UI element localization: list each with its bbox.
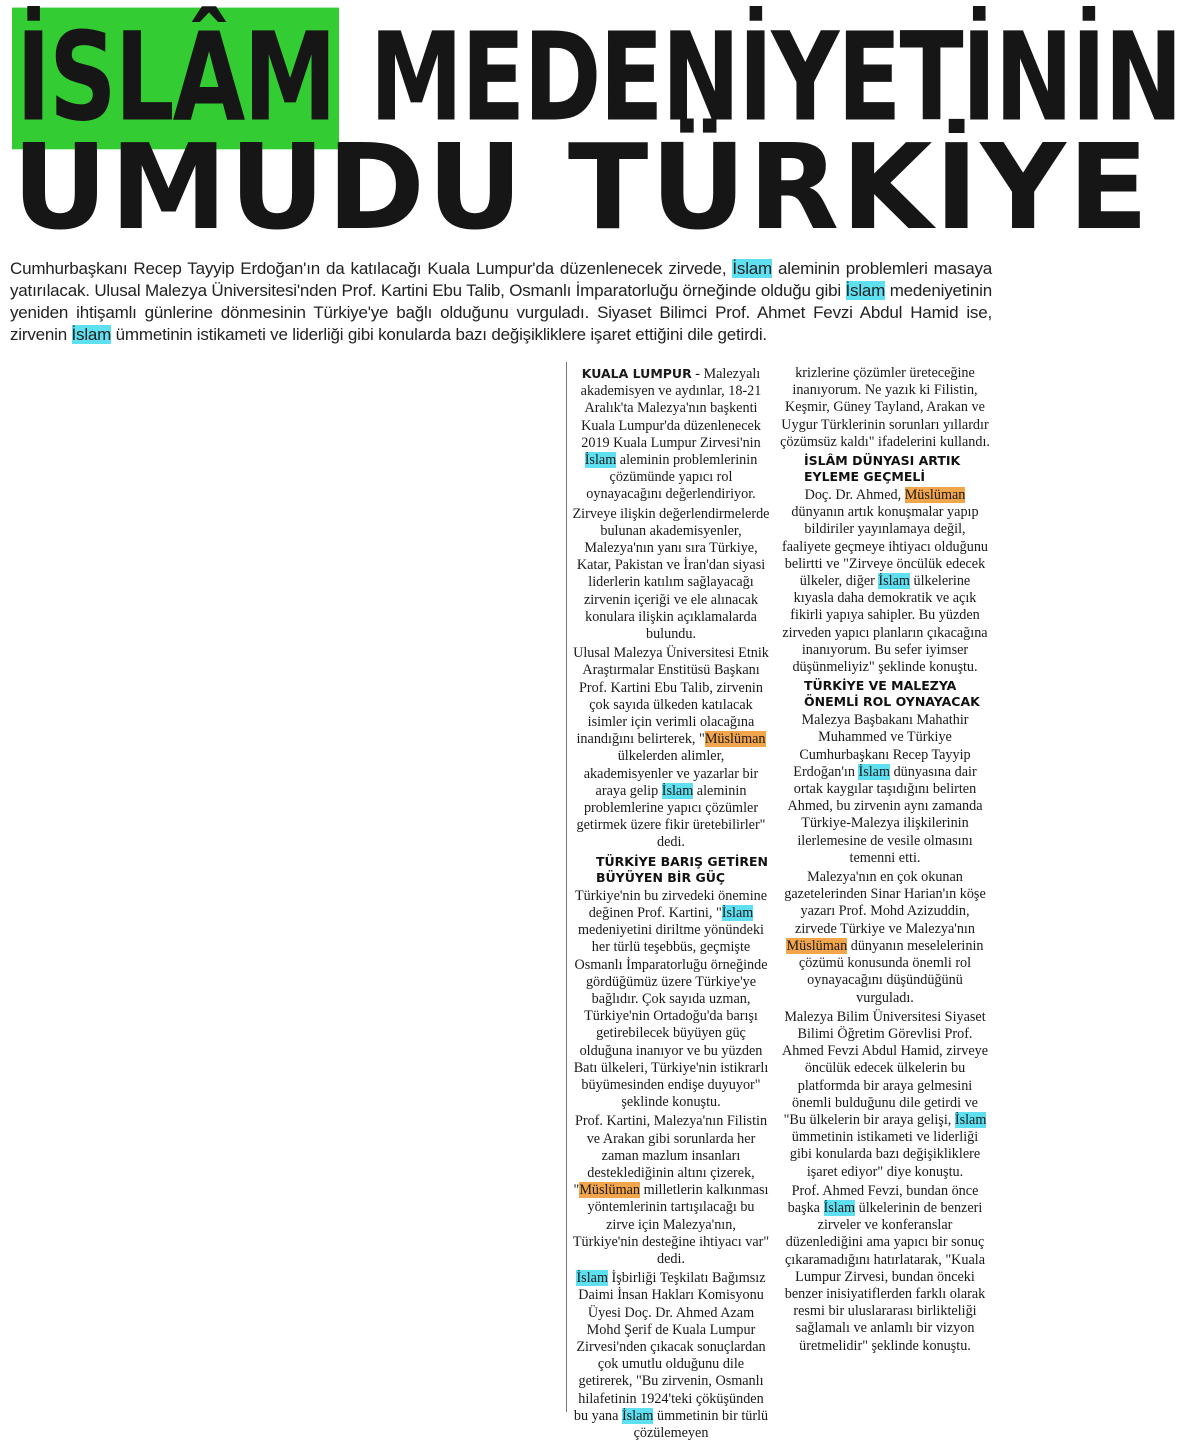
keyword-highlight-islam: İslam [576,1270,608,1287]
keyword-highlight-musluman: Müslüman [579,1182,641,1199]
text-run: Malezya'nın en çok okunan gazetelerinden Sinar Harian'ın köşe yazarı Prof. Mohd Azizuddin, zirvede Türkiye ve Malezya'nın [784,869,986,937]
subheading: TÜRKİYE VE MALEZYA ÖNEMLİ ROL OYNAYACAK [804,678,980,710]
text-run: Türkiye'nin bu zirvedeki önemine değinen Prof. Kartini, " [574,887,768,921]
keyword-highlight-musluman: Müslüman [704,731,766,748]
article-paragraph [780,365,990,451]
article-paragraph [572,365,770,504]
article-paragraph [780,487,990,676]
text-run: aleminin problemlerinin çözümünde yapıcı rol oynayacağını değerlendiriyor. [586,452,758,503]
keyword-highlight-islam: İslam [661,782,694,799]
text-run: Prof. Ahmed Fevzi, bundan önce başka [787,1182,979,1216]
text-run: Doç. Dr. Ahmed, [804,487,905,504]
text-run: Malezya Başbakanı Mahathir Muhammed ve Türkiye Cumhurbaşkanı Recep Tayyip Erdoğan'ın [793,712,971,780]
text-run: ümmetinin bir türlü çözülemeyen [633,1407,769,1441]
text-run: ülkelerden alimler, akademisyenler ve yazarlar bir araya gelip [583,748,759,799]
headline-line-2: UMUDU TÜRKİYE [12,118,1151,256]
text-run: milletlerin kalkınması yöntemlerinin tartışılacağı bu zirve için Malezya'nın, Türkiye'nin desteğine ihtiyacı var" dedi. [572,1182,770,1267]
keyword-highlight-islam: İslam [621,1407,654,1424]
article-paragraph [780,1183,990,1355]
article-paragraph [780,1009,990,1181]
article-column-1 [572,365,770,1444]
dateline: KUALA LUMPUR [581,366,692,381]
text-run: ümmetinin istikameti ve liderliği gibi konularda bazı değişikliklere işaret ettiğini dile getirdi. [111,325,767,344]
text-run: Ulusal Malezya Üniversitesi Etnik Araştırmalar Enstitüsü Başkanı Prof. Kartini Ebu Talib, zirvenin çok sayıda ülkeden katılacak isimler için verimli olacağına inandığını belirterek, " [573,645,769,748]
article-paragraph [572,1113,770,1268]
text-run: ümmetinin istikameti ve liderliği gibi konularda bazı değişikliklere işaret ediyor" diye konuştu. [789,1129,981,1180]
article-column-2 [780,365,990,1357]
text-run: medeniyetini diriltme yönündeki her türlü teşebbüs, geçmişte Osmanlı İmparatorluğu örneğinde gördüğümüz üzere Türkiye'ye bağlıdır. Çok sayıda uzman, Türkiye'nin Ortadoğu'da barışı getirebilecek büyüyen güç olduğuna inanıyor ve bu yüzden Batı ülkeleri, Türkiye'nin istikrarlı büyümesinden endişe duyuyor" şeklinde konuştu. [573,922,769,1111]
headline-line-1-rest: MEDENİYETİNİN [338,7,1181,150]
text-run: - Malezyalı akademisyen ve aydınlar, 18-21 Aralık'ta Malezya'nın başkenti Kuala Lumpur'da düzenlenecek 2019 Kuala Lumpur Zirvesi'nin [580,366,762,451]
keyword-highlight-islam: İslam [721,904,754,921]
keyword-highlight-islam: İslam [858,763,891,780]
article-paragraph [572,645,770,851]
text-run: dünyasına dair ortak kaygılar taşıdığını belirten Ahmed, bu zirvenin aynı zamanda Türkiye-Malezya ilişkilerinin ilerlemesine de vesile olmasını temenni etti. [787,763,983,866]
text-run: Cumhurbaşkanı Recep Tayyip Erdoğan'ın da katılacağı Kuala Lumpur'da düzenlenecek zirvede, [10,259,733,278]
text-run: krizlerine çözümler üreteceğine inanıyorum. Ne yazık ki Filistin, Keşmir, Güney Tayland, Arakan ve Uygur Türklerinin sorunları yıllardır çözümsüz kaldı" ifadelerini kullandı. [780,365,990,450]
text-run: İşbirliği Teşkilatı Bağımsız Daimi İnsan Hakları Komisyonu Üyesi Doç. Dr. Ahmed Azam Mohd Şerif de Kuala Lumpur Zirvesi'nden çıkacak sonuçlardan çok umutlu olduğunu dile getirerek, "Bu zirvenin, Osmanlı hilafetinin 1924'teki çöküşünden bu yana [573,1270,766,1424]
article-paragraph [572,506,770,644]
article-paragraph [780,869,990,1007]
subheading: İSLÂM DÜNYASI ARTIK EYLEME GEÇMELİ [804,453,961,485]
keyword-highlight-islam: İslam [823,1199,856,1216]
text-run: ülkelerinin de benzeri zirveler ve konferanslar düzenlediğini ama yapıcı bir sonuç çıkaramadığını hatırlatarak, "Kuala Lumpur Zirvesi, bundan önceki benzer inisiyatiflerden farklı olarak resmi bir uluslararası birlikteliği sağlamalı ve anlamlı bir vizyon üretmelidir" şeklinde konuştu. [784,1199,986,1354]
keyword-highlight-islam: İslam [845,281,886,300]
text-run: ülkelerine kıyasla daha demokratik ve açık fikirli yapıya sahipler. Bu yüzden zirveden yapıcı planların çıkacağına inanıyorum. Bu sefer iyimser düşünmeliyiz" şeklinde konuştu. [782,573,988,676]
article-paragraph [572,888,770,1112]
article-paragraph [572,1270,770,1442]
keyword-highlight-islam: İslam [71,325,112,344]
keyword-highlight-islam: İslam [584,452,617,469]
text-run: medeniyetinin yeniden ihtişamlı günlerine dönmesinin Türkiye'ye bağlı olduğunu vurguladı. Siyaset Bilimci Prof. Ahmet Fevzi Abdul Hamid ise, zirvenin [10,281,992,344]
text-run: aleminin problemlerine yapıcı çözümler getirmek üzere fikir üretebilirler" dedi. [576,782,766,851]
text-run: dünyanın artık konuşmalar yapıp bildiriler yayınlamaya değil, faaliyete geçmeye ihtiyacı olduğunu belirtti ve "Zirveye öncülük edecek ülkeler, diğer [781,504,989,590]
lead-paragraph [10,258,992,346]
text-run: Prof. Kartini, Malezya'nın Filistin ve Arakan gibi sorunlarda her zaman mazlum insanları desteklediğinin altını çizerek, " [573,1113,768,1199]
column-divider [566,362,567,1412]
article-paragraph [780,712,990,867]
text-run: Malezya Bilim Üniversitesi Siyaset Bilimi Öğretim Görevlisi Prof. Ahmed Fevzi Abdul Hamid, zirveye öncülük edecek ülkelerin bu platformda bir araya gelmesini önemli bulduğunu dile getirdi ve "Bu ülkelerin bir araya gelişi, [781,1008,989,1128]
keyword-highlight-musluman: Müslüman [904,487,966,504]
keyword-highlight-musluman: Müslüman [786,937,848,954]
keyword-highlight-islam: İslam [732,259,772,278]
text-run: Zirveye ilişkin değerlendirmelerde bulunan akademisyenler, Malezya'nın yanı sıra Türkiye, Katar, Pakistan ve İran'dan siyasi liderlerin katılım sağlayacağı zirvenin içeriği ve ele alınacak konulara ilişkin açıklamalarda bulundu. [572,505,770,643]
headline-highlight: İSLÂM [12,8,339,150]
text-run: aleminin problemleri masaya yatırılacak. Ulusal Malezya Üniversitesi'nden Prof. Kartini Ebu Talib, Osmanlı İmparatorluğu örneğinde olduğu gibi [10,259,992,300]
text-run: dünyanın meselelerinin çözümü konusunda önemli rol oynayacağını düşündüğünü vurguladı. [798,937,984,1006]
keyword-highlight-islam: İslam [954,1111,987,1128]
keyword-highlight-islam: İslam [878,573,910,590]
subheading: TÜRKİYE BARIŞ GETİREN BÜYÜYEN BİR GÜÇ [596,853,769,885]
